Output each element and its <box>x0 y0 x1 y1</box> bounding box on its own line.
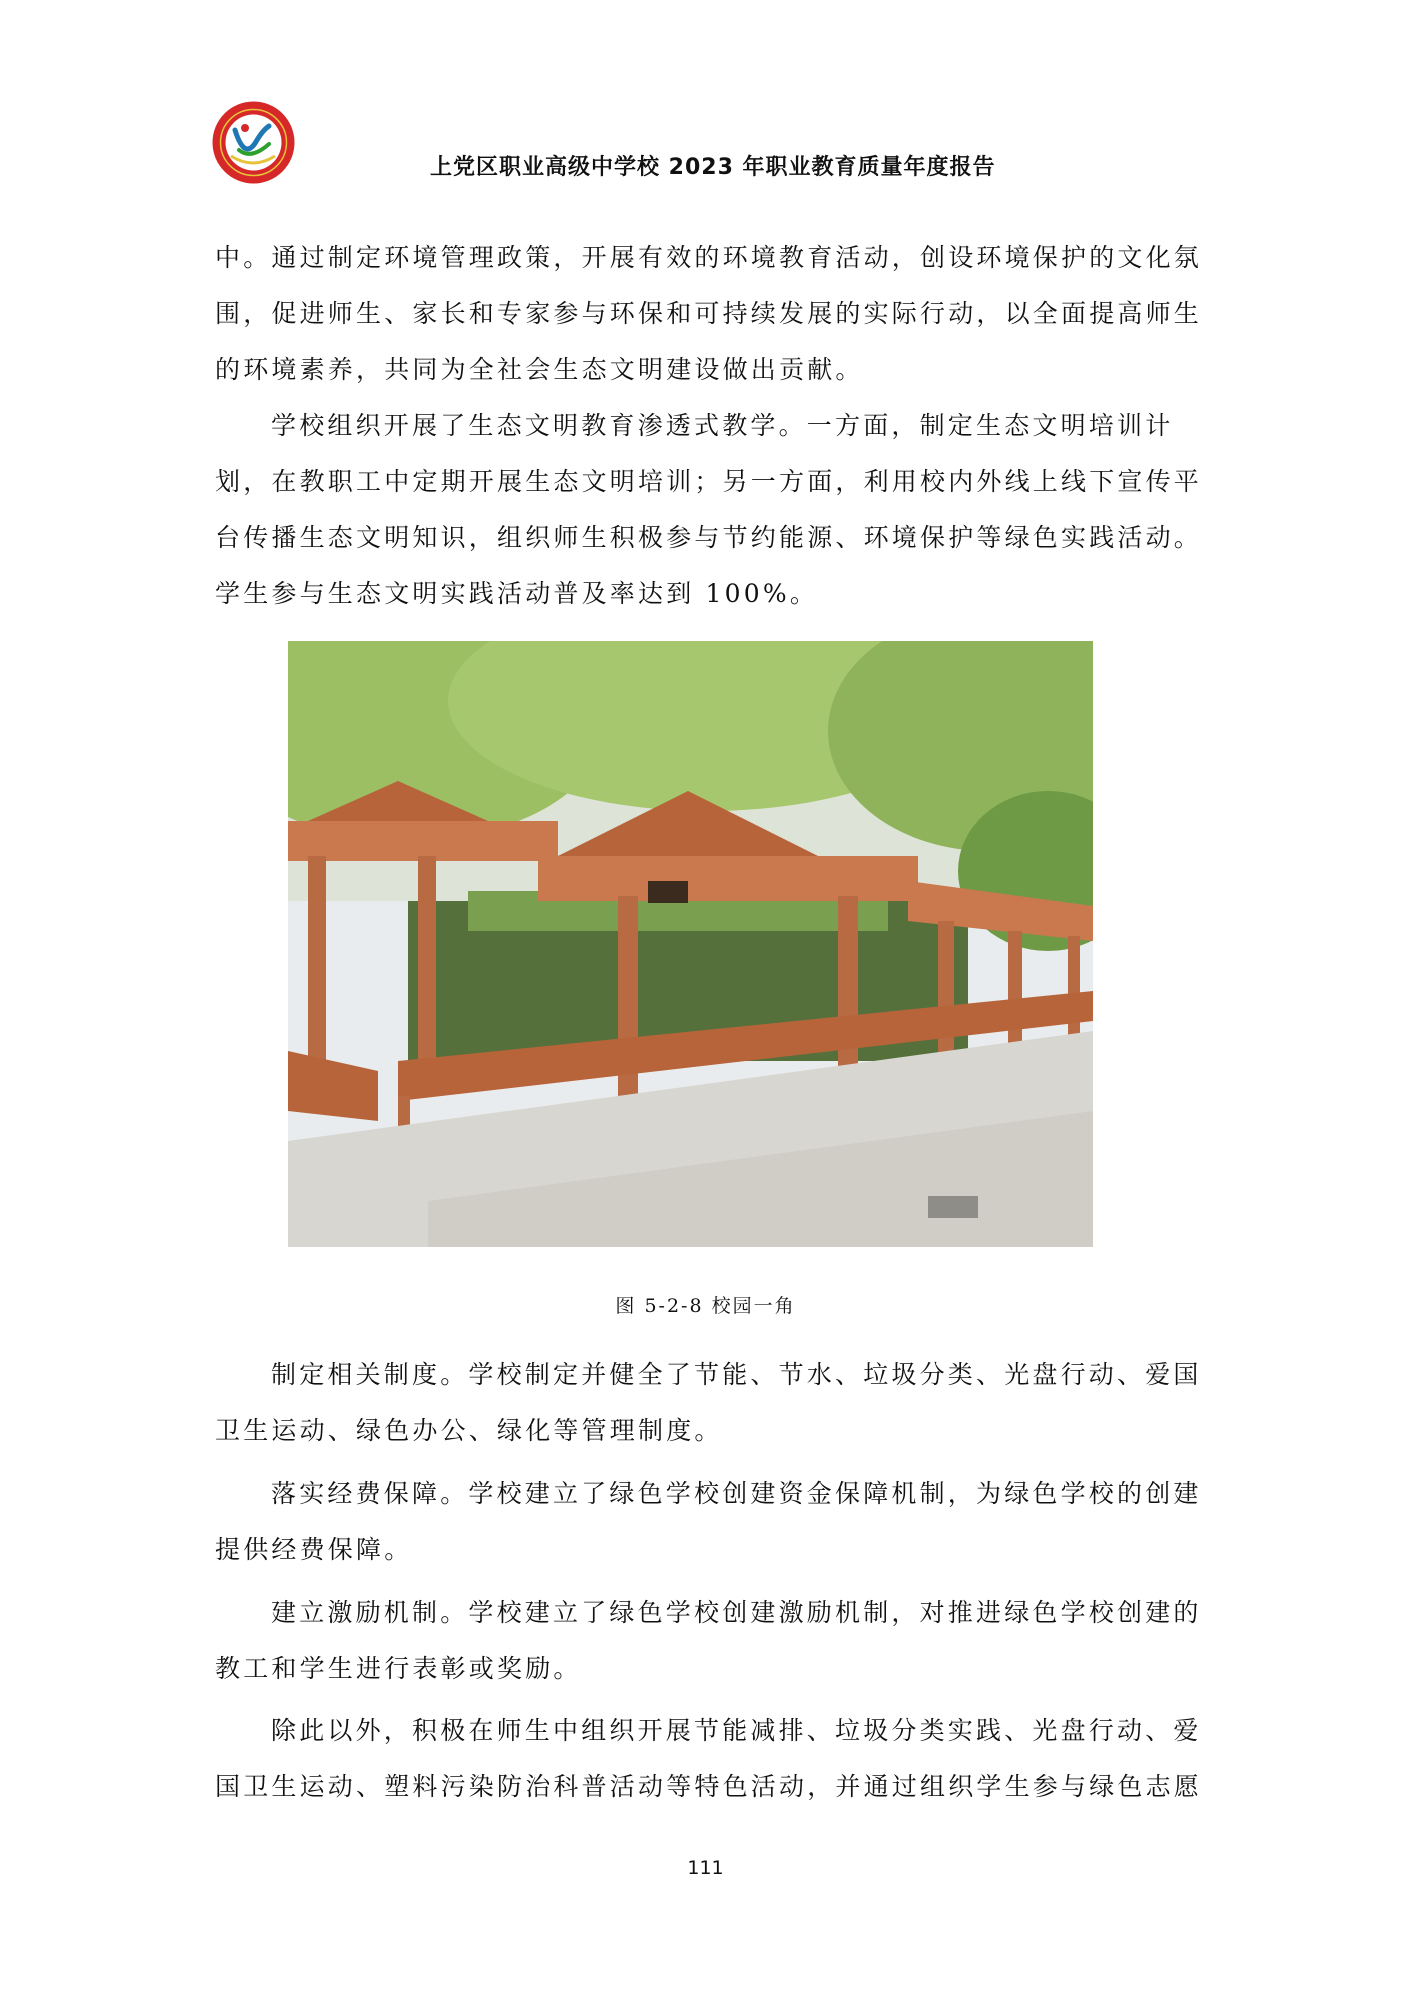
campus-photo <box>288 641 1093 1247</box>
page-number: 111 <box>687 1857 724 1879</box>
school-logo <box>211 100 296 185</box>
paragraph-regulations: 制定相关制度。学校制定并健全了节能、节水、垃圾分类、光盘行动、爱国卫生运动、绿色办公、绿化等管理制度。 <box>215 1360 1202 1445</box>
figure-caption: 图 5-2-8 校园一角 <box>615 1295 796 1317</box>
paragraph-ecology-teaching: 学校组织开展了生态文明教育渗透式教学。一方面，制定生态文明培训计划，在教职工中定期开展生态文明培训；另一方面，利用校内外线上线下宣传平台传播生态文明知识，组织师生积极参与节约能源、环境保护等绿色实践活动。学生参与生态文明实践活动普及率达到 100%。 <box>215 411 1203 608</box>
paragraph-activities: 除此以外，积极在师生中组织开展节能减排、垃圾分类实践、光盘行动、爱国卫生运动、塑料污染防治科普活动等特色活动，并通过组织学生参与绿色志愿 <box>215 1716 1203 1801</box>
paragraph-environment: 中。通过制定环境管理政策，开展有效的环境教育活动，创设环境保护的文化氛围，促进师生、家长和专家参与环保和可持续发展的实际行动，以全面提高师生的环境素养，共同为全社会生态文明建设做出贡献。 <box>215 243 1203 384</box>
paragraph-incentives: 建立激励机制。学校建立了绿色学校创建激励机制，对推进绿色学校创建的教工和学生进行表彰或奖励。 <box>215 1598 1202 1683</box>
paragraph-funding: 落实经费保障。学校建立了绿色学校创建资金保障机制，为绿色学校的创建提供经费保障。 <box>215 1479 1202 1564</box>
report-title: 上党区职业高级中学校 2023 年职业教育质量年度报告 <box>430 155 996 180</box>
